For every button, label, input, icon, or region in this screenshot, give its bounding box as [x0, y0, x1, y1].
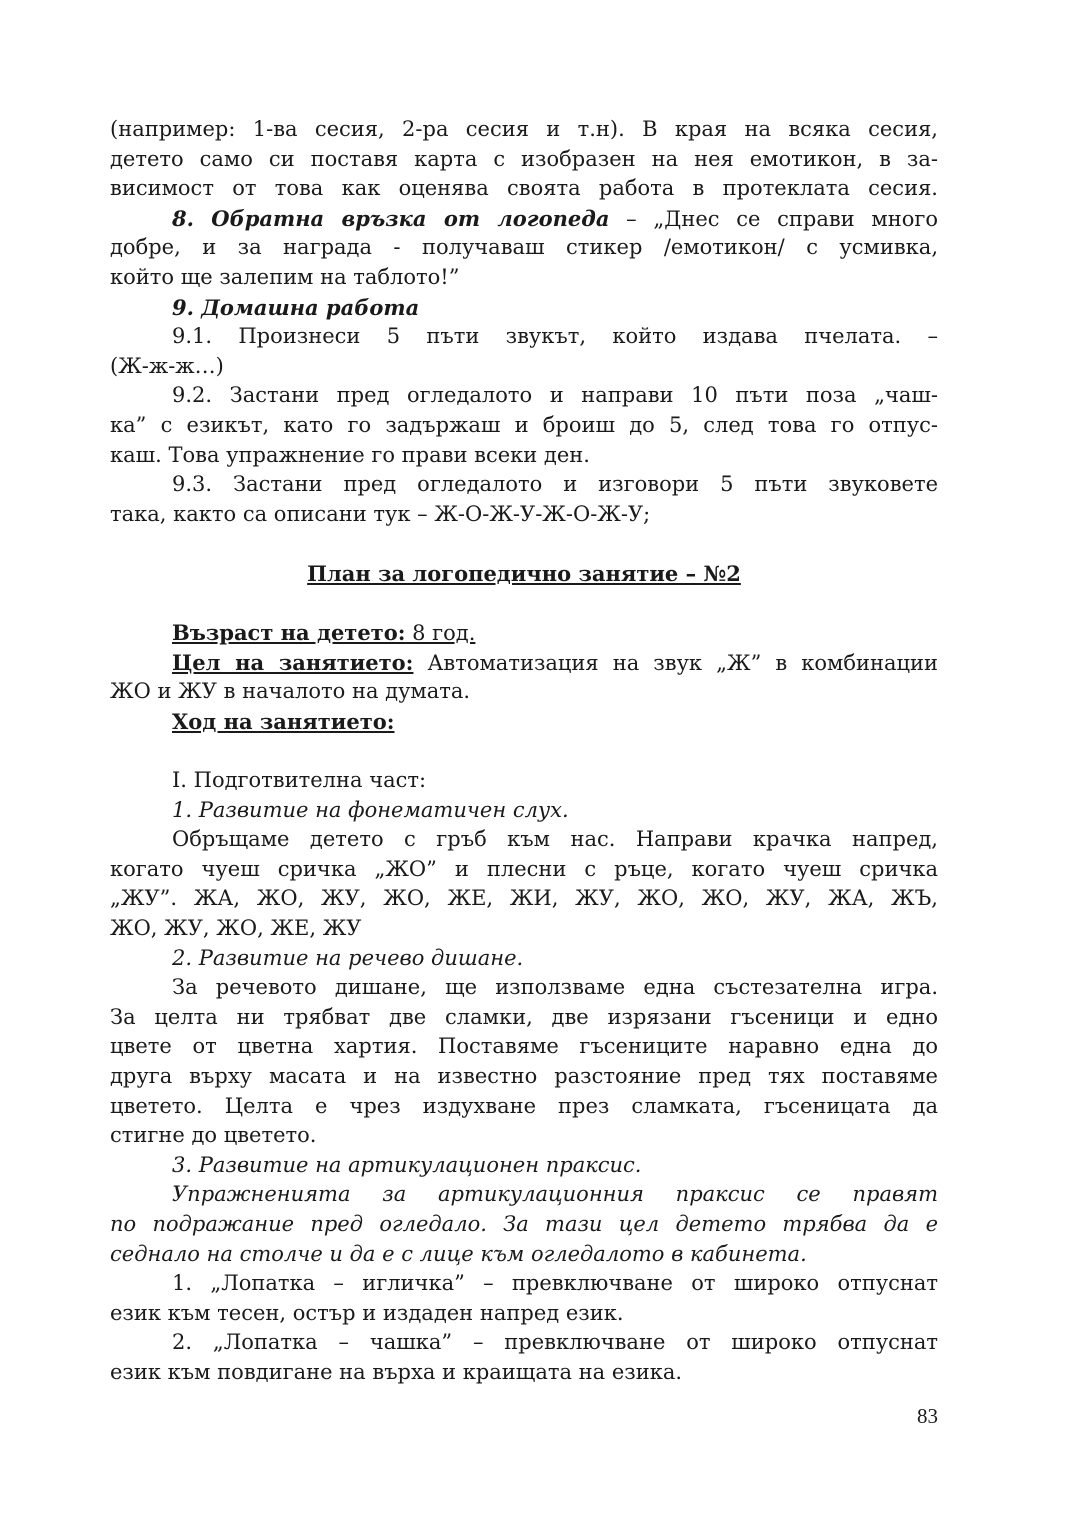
text-run: цвете от цветна хартия. Поставяме гъсениците наравно една до — [110, 1034, 938, 1059]
styled-text-run: Ход на занятието: — [172, 708, 395, 734]
text-run: стигне до цветето. — [110, 1123, 317, 1148]
text-run: висимост от това как оценява своята работа в протеклата сесия. — [110, 176, 938, 201]
text-line — [110, 174, 938, 204]
text-line — [110, 973, 938, 1003]
text-run: добре, и за награда - получаваш стикер /емотикон/ с усмивка, — [110, 235, 938, 260]
text-line — [110, 884, 938, 914]
text-run: За речевото дишане, ще използваме една състезателна игра. — [172, 975, 938, 1000]
text-run: език към повдигане на върха и краищата на езика. — [110, 1359, 683, 1384]
text-run: 1. „Лопатка – игличка” – превключване от широко отпуснат — [172, 1271, 938, 1296]
styled-text-run: 9. Домашна работа — [172, 294, 420, 320]
text-line — [110, 855, 938, 885]
text-run: (Ж-ж-ж…) — [110, 353, 224, 378]
blank-line — [110, 736, 938, 766]
text-line — [110, 411, 938, 441]
text-line — [110, 707, 938, 737]
text-run: Автоматизация на звук „Ж” в комбинации — [413, 650, 938, 675]
text-line — [110, 145, 938, 175]
styled-text-run: по подражание пред огледало. За тази цел детето трябва да е — [110, 1211, 938, 1236]
text-line — [110, 1328, 938, 1358]
text-run: 9.2. Застани пред огледалото и направи 10 пъти поза „чаш- — [172, 383, 938, 408]
text-line — [110, 618, 938, 648]
styled-text-run: Възраст на детето: — [172, 620, 406, 646]
text-run: За целта ни трябват две сламки, две изрязани гъсеници и едно — [110, 1004, 938, 1029]
text-line — [110, 1121, 938, 1151]
text-line — [110, 944, 938, 974]
text-run: „ЖУ”. ЖА, ЖО, ЖУ, ЖО, ЖЕ, ЖИ, ЖУ, ЖО, ЖО, ЖУ, ЖА, ЖЪ, — [110, 886, 938, 911]
text-line — [110, 796, 938, 826]
text-line — [110, 470, 938, 500]
text-run: ЖО, ЖУ, ЖО, ЖЕ, ЖУ — [110, 916, 362, 941]
page-body — [110, 115, 938, 1388]
styled-text-run: 3. Развитие на артикулационен праксис. — [172, 1152, 642, 1177]
styled-text-run: 8. Обратна връзка от логопеда — [172, 205, 610, 231]
styled-text-run: 1. Развитие на фонематичен слух. — [172, 797, 569, 822]
text-run: – „Днес се справи много — [609, 206, 938, 231]
text-line — [110, 1358, 938, 1388]
text-line — [110, 1180, 938, 1210]
text-line — [110, 115, 938, 145]
text-line — [110, 766, 938, 796]
blank-line — [110, 589, 938, 619]
text-line — [110, 1299, 938, 1329]
text-run: 9.3. Застани пред огледалото и изговори 5 пъти звуковете — [172, 472, 938, 497]
text-line — [110, 1240, 938, 1270]
text-line — [110, 1210, 938, 1240]
blank-line — [110, 529, 938, 559]
text-line — [110, 825, 938, 855]
text-run: ЖО и ЖУ в началото на думата. — [110, 679, 471, 704]
text-run: 9.1. Произнеси 5 пъти звукът, който издава пчелата. – — [172, 324, 938, 349]
text-line — [110, 677, 938, 707]
styled-text-run: План за логопедично занятие – №2 — [307, 560, 741, 586]
text-line — [110, 1003, 938, 1033]
text-run: I. Подготвителна част: — [172, 768, 427, 793]
text-line — [110, 1269, 938, 1299]
text-run: друга върху масата и на известно разстояние пред тях поставяме — [110, 1064, 938, 1088]
text-line — [110, 441, 938, 471]
text-run: който ще залепим на таблото!” — [110, 264, 460, 289]
text-line — [110, 204, 938, 234]
text-run: когато чуеш сричка „ЖО” и плесни с ръце, когато чуеш сричка — [110, 856, 938, 881]
text-run: така, както са описани тук – Ж-О-Ж-У-Ж-О-Ж-У; — [110, 501, 651, 526]
text-line — [110, 1092, 938, 1122]
text-line — [110, 1062, 938, 1092]
text-run: (например: 1-ва сесия, 2-ра сесия и т.н). В края на всяка сесия, — [110, 117, 938, 141]
text-line — [110, 1151, 938, 1181]
text-run: 2. „Лопатка – чашка” – превключване от широко отпуснат — [172, 1330, 938, 1355]
styled-text-run: седнало на столче и да е с лице към огледалото в кабинета. — [110, 1241, 807, 1266]
text-line — [110, 1032, 938, 1062]
text-line — [110, 352, 938, 382]
text-line — [110, 322, 938, 352]
styled-text-run: Упражненията за артикулационния праксис се правят — [172, 1182, 938, 1207]
text-run: цветето. Целта е чрез издухване през сламката, гъсеницата да — [110, 1093, 938, 1118]
styled-text-run: Цел на занятието: — [172, 649, 414, 675]
text-line — [110, 500, 938, 530]
text-run: каш. Това упражнение го прави всеки ден. — [110, 442, 590, 467]
text-run: детето само си поставя карта с изобразен на нея емотикон, в за- — [110, 146, 938, 171]
text-line — [110, 381, 938, 411]
section-heading — [110, 559, 938, 589]
text-line — [110, 914, 938, 944]
text-run: ка” с езикът, като го задържаш и броиш до 5, след това го отпус- — [110, 412, 938, 437]
page-number: 83 — [917, 1404, 938, 1428]
text-line — [110, 293, 938, 323]
text-line — [110, 263, 938, 293]
text-run: език към тесен, остър и издаден напред език. — [110, 1300, 624, 1325]
text-run: Обръщаме детето с гръб към нас. Направи крачка напред, — [172, 827, 938, 852]
text-line — [110, 648, 938, 678]
styled-text-run: 2. Развитие на речево дишане. — [172, 945, 524, 970]
styled-text-run: 8 год. — [405, 621, 476, 646]
text-line — [110, 233, 938, 263]
